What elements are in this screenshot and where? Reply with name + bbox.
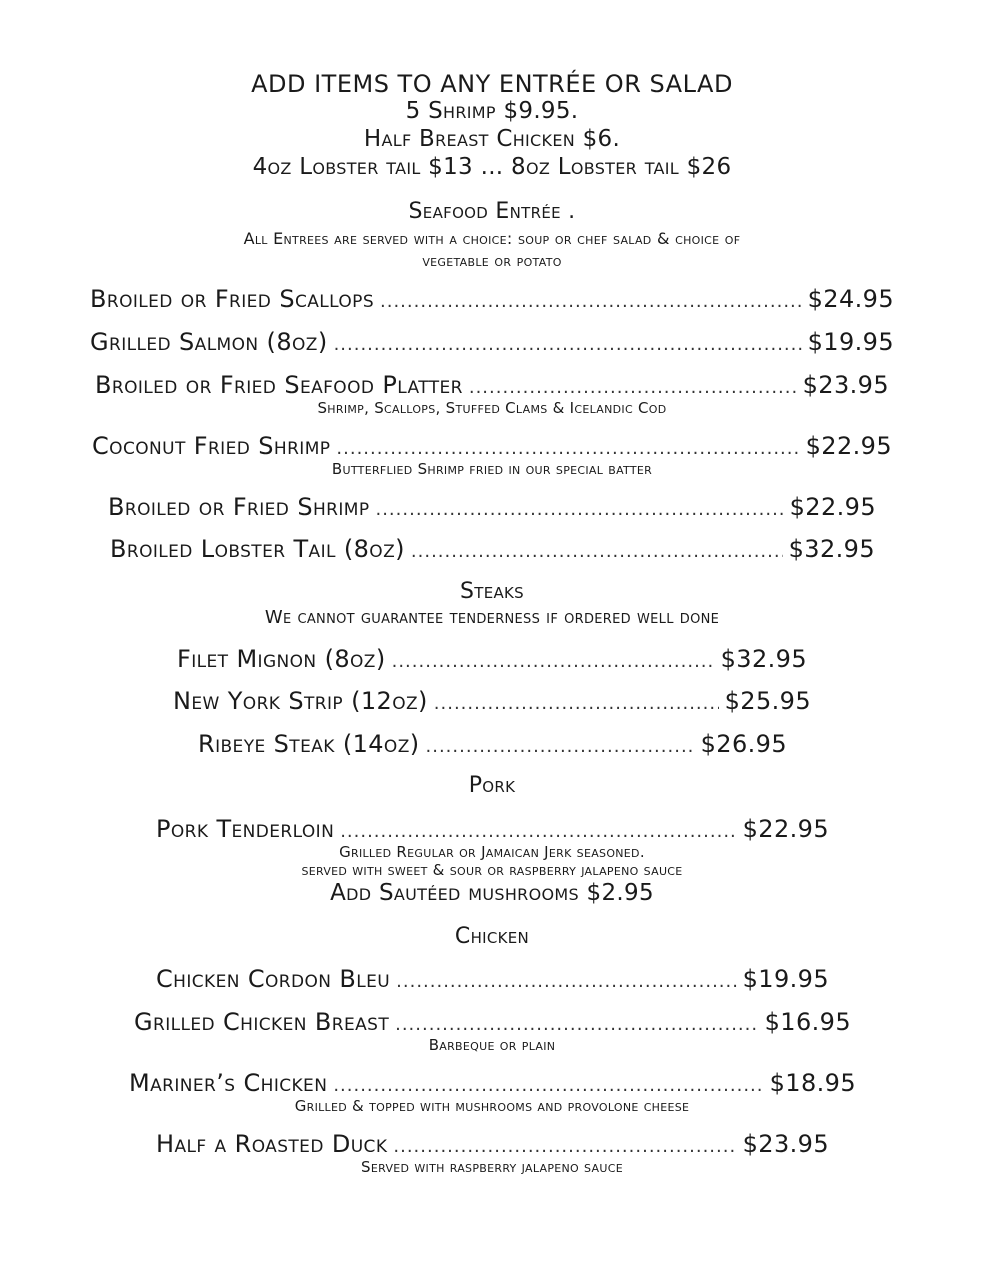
item-name: Mariner’s Chicken [129, 1069, 328, 1097]
leader-dots [375, 501, 783, 519]
item-name: Filet Mignon (8oz) [177, 645, 386, 673]
addons-line-chicken: Half Breast Chicken $6. [363, 126, 621, 152]
leader-dots [393, 1138, 736, 1156]
leader-dots [336, 440, 799, 458]
leader-dots [469, 379, 797, 397]
item-name: Grilled Salmon (8oz) [90, 328, 328, 356]
menu-item [156, 817, 829, 841]
item-name: Broiled or Fried Shrimp [108, 493, 370, 521]
item-name: Ribeye Steak (14oz) [198, 730, 420, 758]
menu-item [92, 434, 892, 458]
addons-line-lobster: 4oz Lobster tail $13 ... 8oz Lobster tail $26 [252, 154, 732, 180]
item-name: Pork Tenderloin [156, 815, 335, 843]
item-price: $19.95 [807, 328, 894, 356]
item-price: $19.95 [742, 965, 829, 993]
pork-addon: Add Sautéed mushrooms $2.95 [330, 880, 654, 906]
menu-item [173, 689, 811, 713]
leader-dots [392, 653, 715, 671]
menu-item [95, 373, 889, 397]
item-name: Half a Roasted Duck [156, 1130, 388, 1158]
leader-dots [380, 293, 802, 311]
menu-item [90, 287, 894, 311]
menu-item [108, 495, 876, 519]
item-description: Grilled & topped with mushrooms and provolone cheese [294, 1097, 690, 1115]
leader-dots [334, 336, 802, 354]
item-price: $18.95 [769, 1069, 856, 1097]
menu-item [129, 1071, 856, 1095]
addons-line-shrimp: 5 Shrimp $9.95. [405, 98, 579, 124]
pork-heading: Pork [468, 773, 516, 798]
item-price: $32.95 [788, 535, 875, 563]
item-price: $26.95 [700, 730, 787, 758]
item-name: Coconut Fried Shrimp [92, 432, 331, 460]
menu-item [134, 1010, 851, 1034]
item-name: New York Strip (12oz) [173, 687, 428, 715]
seafood-note-line1: All Entrees are served with a choice: soup or chef salad & choice of [243, 229, 741, 248]
item-price: $22.95 [805, 432, 892, 460]
seafood-heading: Seafood Entrée . [408, 199, 576, 224]
menu-item [90, 330, 894, 354]
leader-dots [395, 1016, 759, 1034]
item-description: Shrimp, Scallops, Stuffed Clams & Icelandic Cod [317, 399, 667, 417]
item-price: $32.95 [720, 645, 807, 673]
seafood-note-line2: vegetable or potato [422, 251, 562, 270]
item-name: Broiled or Fried Seafood Platter [95, 371, 463, 399]
chicken-heading: Chicken [454, 924, 530, 949]
menu-item [110, 537, 875, 561]
item-price: $16.95 [764, 1008, 851, 1036]
leader-dots [333, 1077, 763, 1095]
leader-dots [426, 738, 695, 756]
item-price: $22.95 [789, 493, 876, 521]
item-name: Broiled Lobster Tail (8oz) [110, 535, 405, 563]
item-description: served with sweet & sour or raspberry jalapeno sauce [301, 861, 683, 879]
item-name: Chicken Cordon Bleu [156, 965, 391, 993]
steaks-heading: Steaks [459, 579, 525, 604]
leader-dots [411, 543, 783, 561]
addons-title: ADD ITEMS TO ANY ENTRÉE OR SALAD [251, 70, 733, 98]
item-name: Broiled or Fried Scallops [90, 285, 375, 313]
item-price: $25.95 [724, 687, 811, 715]
menu-item [198, 732, 787, 756]
item-description: Barbeque or plain [428, 1036, 556, 1054]
menu-item [156, 967, 829, 991]
item-description: Served with raspberry jalapeno sauce [361, 1158, 623, 1176]
leader-dots [340, 823, 736, 841]
item-price: $22.95 [742, 815, 829, 843]
item-price: $23.95 [802, 371, 889, 399]
menu-item [177, 647, 807, 671]
leader-dots [434, 695, 719, 713]
item-description: Butterflied Shrimp fried in our special batter [331, 460, 653, 478]
leader-dots [396, 973, 736, 991]
menu-item [156, 1132, 829, 1156]
steaks-note: We cannot guarantee tenderness if ordered well done [264, 607, 720, 628]
item-price: $24.95 [807, 285, 894, 313]
item-name: Grilled Chicken Breast [134, 1008, 390, 1036]
item-description: Grilled Regular or Jamaican Jerk seasoned. [339, 843, 645, 861]
item-price: $23.95 [742, 1130, 829, 1158]
